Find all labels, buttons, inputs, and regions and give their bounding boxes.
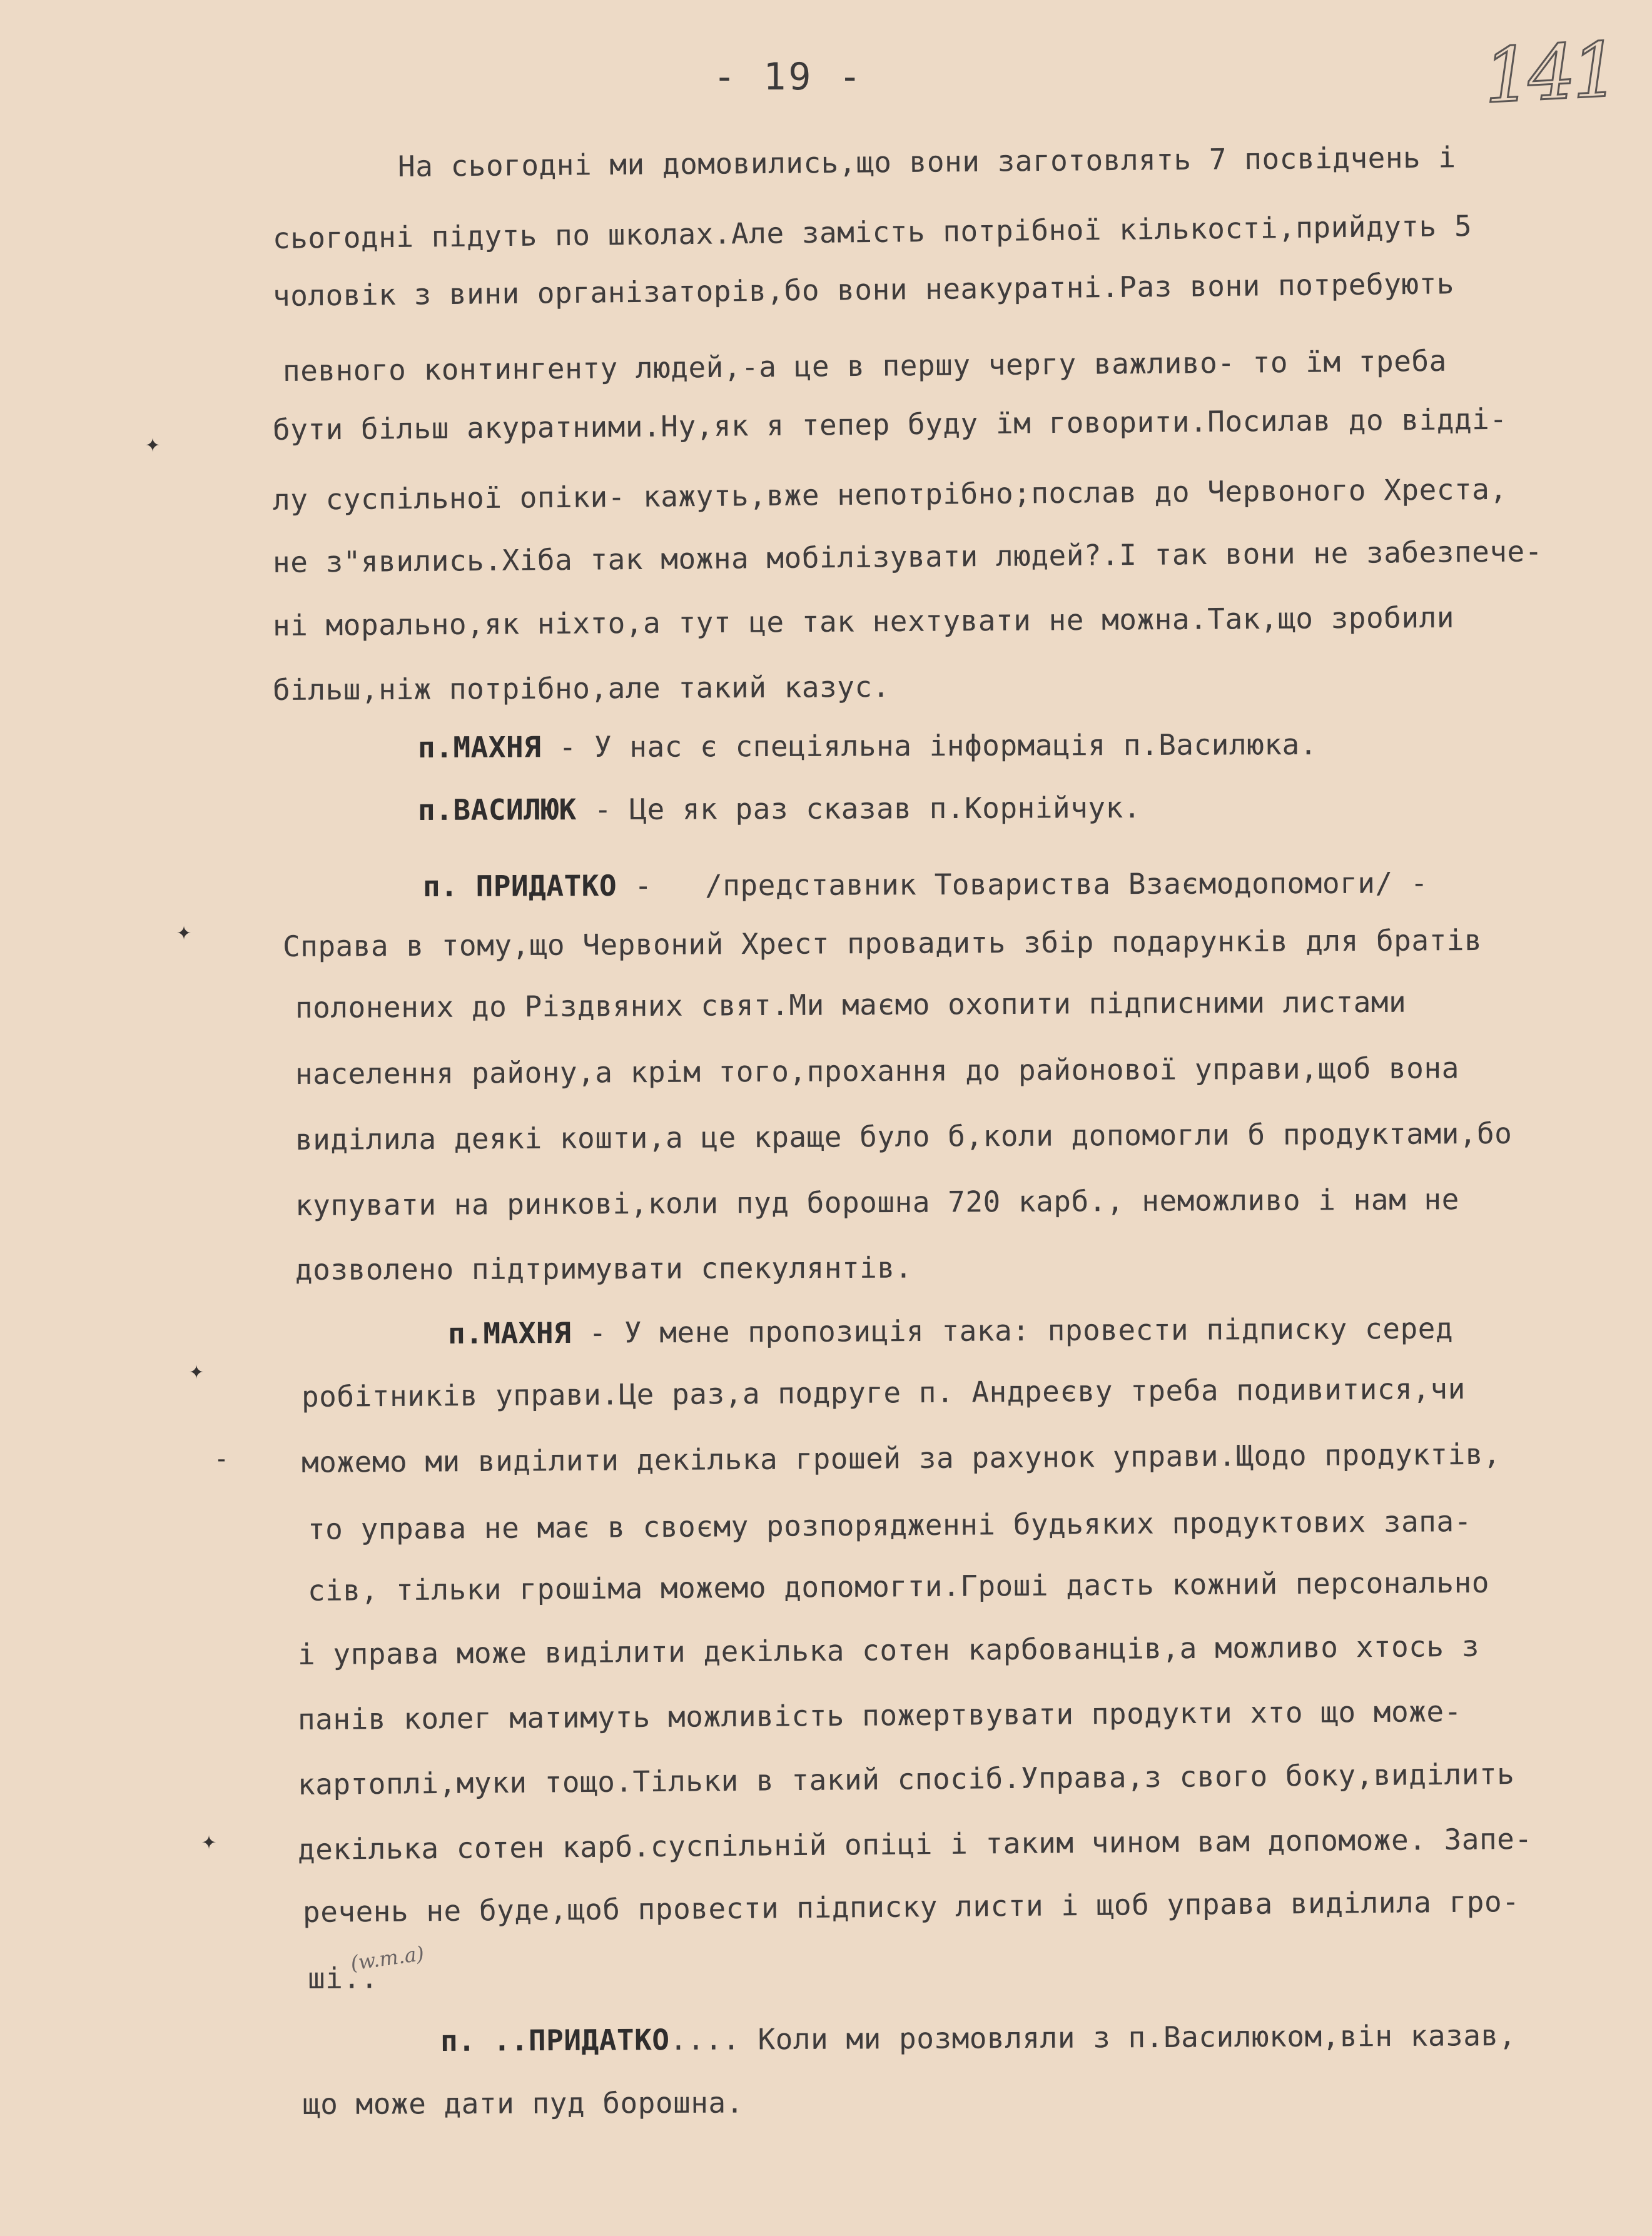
text-line: ші.. bbox=[307, 1961, 378, 1995]
text-line: виділила деякі кошти,а це краще було б,коли допомогли б продуктами,бо bbox=[295, 1116, 1513, 1156]
speaker-name: п.МАХНЯ bbox=[447, 1315, 572, 1350]
margin-mark: ✦ bbox=[189, 1356, 205, 1385]
text-line: сьогодні підуть по школах.Але замість потрібної кількості,прийдуть 5 bbox=[272, 208, 1472, 255]
text-line: і управа може виділити декілька сотен карбованців,а можливо хтось з bbox=[297, 1629, 1480, 1671]
text-line: дозволено підтримувати спекулянтів. bbox=[295, 1250, 913, 1287]
text-line: п. ПРИДАТКО - /представник Товариства Взаємодопомоги/ - bbox=[422, 866, 1429, 903]
text-line: більш,ніж потрібно,але такий казус. bbox=[272, 669, 890, 707]
text-line: певного контингенту людей,-а це в першу чергу важливо- то їм треба bbox=[282, 343, 1447, 388]
page-number: - 19 - bbox=[713, 55, 864, 99]
text-line: панів колег матимуть можливість пожертвувати продукти хто що може- bbox=[297, 1694, 1462, 1736]
text-line: Справа в тому,що Червоний Хрест провадить збір подарунків для братів bbox=[282, 923, 1482, 963]
text-line: полонених до Різдвяних свят.Ми маємо охопити підписними листами bbox=[295, 984, 1407, 1024]
text-line: що може дати пуд борошна. bbox=[302, 2085, 744, 2121]
text-line: сів, тільки грошіма можемо допомогти.Гроші дасть кожний персонально bbox=[307, 1565, 1490, 1607]
text-line: п.МАХНЯ - У мене пропозиція така: провести підписку серед bbox=[447, 1311, 1454, 1350]
text-line: купувати на ринкові,коли пуд борошна 720 карб., неможливо і нам не bbox=[295, 1182, 1459, 1222]
text-line: населення району,а крім того,прохання до районової управи,щоб вона bbox=[295, 1051, 1459, 1091]
text-line: то управа не має в своєму розпорядженні будьяких продуктових запа- bbox=[307, 1504, 1472, 1546]
speaker-name: п. ..ПРИДАТКО bbox=[440, 2023, 670, 2058]
margin-mark: ✦ bbox=[145, 429, 161, 458]
speaker-name: п. ПРИДАТКО bbox=[422, 868, 617, 903]
text-line: п.ВАСИЛЮК - Це як раз сказав п.Корнійчук. bbox=[417, 790, 1142, 827]
text-line: декілька сотен карб.суспільній опіці і таким чином вам допоможе. Запе- bbox=[297, 1821, 1533, 1866]
text-line: не з"явились.Хіба так можна мобілізувати людей?.І так вони не забезпече- bbox=[272, 534, 1543, 579]
text-line: чоловік з вини організаторів,бо вони неакуратні.Раз вони потребують bbox=[272, 266, 1455, 313]
text-line: п.МАХНЯ - У нас є спеціяльна інформація п.Василюка. bbox=[417, 727, 1318, 764]
speaker-name: п.ВАСИЛЮК bbox=[417, 792, 577, 827]
margin-mark: ✦ bbox=[201, 1826, 217, 1855]
text-line: На сьогодні ми домовились,що вони заготовлять 7 посвідчень і bbox=[397, 140, 1456, 183]
margin-mark: - bbox=[214, 1445, 230, 1474]
text-line: можемо ми виділити декілька грошей за рахунок управи.Щодо продуктів, bbox=[301, 1437, 1501, 1479]
text-line: лу суспільної опіки- кажуть,вже непотрібно;послав до Червоного Хреста, bbox=[272, 472, 1508, 517]
text-line: речень не буде,щоб провести підписку листи і щоб управа виділила гро- bbox=[302, 1884, 1520, 1929]
text-line: ні морально,як ніхто,а тут це так нехтувати не можна.Так,що зробили bbox=[272, 600, 1455, 642]
archive-number-handwritten: 141 bbox=[1481, 26, 1618, 121]
text-line: п. ..ПРИДАТКО.... Коли ми розмовляли з п.Василюком,він казав, bbox=[440, 2018, 1516, 2058]
speaker-name: п.МАХНЯ bbox=[417, 730, 542, 764]
handwritten-annotation: (w.m.a) bbox=[348, 1941, 426, 1976]
text-line: картоплі,муки тощо.Тільки в такий спосіб.Управа,з свого боку,виділить bbox=[297, 1757, 1515, 1801]
margin-mark: ✦ bbox=[176, 917, 192, 946]
text-line: бути більш акуратними.Ну,як я тепер буду їм говорити.Посилав до відді- bbox=[272, 402, 1508, 447]
text-line: робітників управи.Це раз,а подруге п. Андреєву треба подивитися,чи bbox=[301, 1372, 1466, 1414]
